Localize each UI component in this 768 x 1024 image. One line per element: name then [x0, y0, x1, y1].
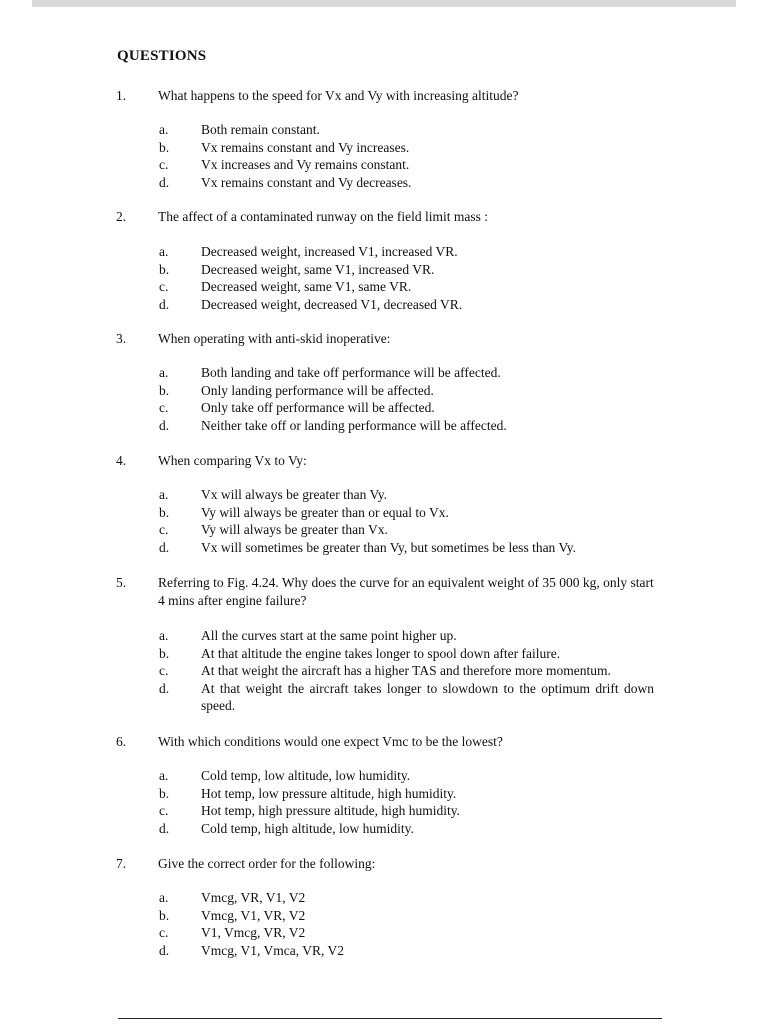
question-text: When comparing Vx to Vy: — [158, 453, 307, 468]
question-text: With which conditions would one expect Vmc to be the lowest? — [158, 734, 503, 749]
options-2 — [0, 243, 768, 313]
option-text: Decreased weight, same V1, increased VR. — [201, 261, 435, 277]
option-a — [0, 364, 768, 382]
option-a — [0, 767, 768, 785]
footer-rule — [118, 1018, 662, 1019]
option-text: Both landing and take off performance will be affected. — [201, 365, 501, 380]
option-text: Vy will always be greater than Vx. — [201, 522, 388, 537]
option-text: Vx will sometimes be greater than Vy, but sometimes be less than Vy. — [201, 539, 576, 555]
option-letter: c. — [159, 522, 169, 537]
option-letter: a. — [159, 628, 169, 643]
options-6 — [0, 767, 768, 837]
option-d — [0, 820, 768, 838]
option-text: Decreased weight, increased V1, increased VR. — [201, 244, 458, 259]
options-7 — [0, 889, 768, 959]
option-text: At that weight the aircraft takes longer to slowdown to the optimum drift down speed. — [201, 680, 654, 713]
option-text: Only landing performance will be affected. — [201, 382, 434, 398]
option-letter: b. — [159, 785, 170, 801]
option-c — [0, 278, 768, 296]
question-number: 7. — [116, 856, 127, 871]
options-1 — [0, 121, 768, 191]
option-text: Hot temp, high pressure altitude, high humidity. — [201, 803, 460, 818]
option-letter: c. — [159, 925, 169, 940]
option-letter: a. — [159, 890, 169, 905]
option-d — [0, 942, 768, 960]
option-b — [0, 382, 768, 400]
option-letter: b. — [159, 261, 170, 277]
option-d — [0, 296, 768, 314]
question-number: 3. — [116, 331, 127, 346]
option-letter: b. — [159, 139, 170, 155]
top-edge-bar — [32, 0, 736, 7]
option-letter: a. — [159, 768, 169, 783]
option-b — [0, 785, 768, 803]
option-a — [0, 627, 768, 645]
option-d — [0, 417, 768, 435]
option-text: All the curves start at the same point higher up. — [201, 628, 457, 643]
option-d — [0, 539, 768, 557]
option-letter: c. — [159, 157, 169, 172]
option-text: Both remain constant. — [201, 122, 320, 137]
option-text: Cold temp, high altitude, low humidity. — [201, 820, 414, 836]
option-text: Vmcg, V1, VR, V2 — [201, 907, 306, 923]
option-letter: a. — [159, 487, 169, 502]
option-text: Vx remains constant and Vy decreases. — [201, 174, 412, 190]
option-letter: d. — [159, 174, 170, 190]
option-a — [0, 486, 768, 504]
option-text: V1, Vmcg, VR, V2 — [201, 925, 306, 940]
option-letter: c. — [159, 663, 169, 678]
option-a — [0, 889, 768, 907]
option-c — [0, 924, 768, 942]
question-text: Referring to Fig. 4.24. Why does the curve for an equivalent weight of 35 000 kg, only start 4 mins after engine failure? — [158, 575, 654, 608]
options-4 — [0, 486, 768, 556]
option-c — [0, 802, 768, 820]
option-b — [0, 139, 768, 157]
option-text: At that altitude the engine takes longer to spool down after failure. — [201, 645, 561, 661]
option-text: Vmcg, VR, V1, V2 — [201, 890, 306, 905]
question-text: Give the correct order for the following: — [158, 856, 376, 871]
option-letter: c. — [159, 279, 169, 294]
option-text: At that weight the aircraft has a higher TAS and therefore more momentum. — [201, 663, 611, 678]
option-text: Cold temp, low altitude, low humidity. — [201, 768, 411, 783]
option-text: Vx increases and Vy remains constant. — [201, 157, 410, 172]
question-number: 4. — [116, 453, 127, 468]
option-letter: d. — [159, 820, 170, 836]
option-letter: b. — [159, 645, 170, 661]
option-letter: c. — [159, 400, 169, 415]
question-text: The affect of a contaminated runway on the field limit mass : — [158, 209, 489, 224]
options-5 — [0, 627, 768, 715]
question-number: 2. — [116, 209, 127, 224]
option-letter: d. — [159, 417, 170, 433]
option-letter: a. — [159, 365, 169, 380]
option-text: Decreased weight, decreased V1, decreased VR. — [201, 296, 463, 312]
option-b — [0, 645, 768, 663]
question-text: When operating with anti-skid inoperative: — [158, 331, 391, 346]
option-c — [0, 662, 768, 680]
option-a — [0, 243, 768, 261]
option-b — [0, 907, 768, 925]
option-text: Vmcg, V1, Vmca, VR, V2 — [201, 942, 345, 958]
option-b — [0, 504, 768, 522]
option-letter: b. — [159, 504, 170, 520]
option-letter: d. — [159, 942, 170, 958]
options-3 — [0, 364, 768, 434]
option-text: Decreased weight, same V1, same VR. — [201, 279, 412, 294]
option-c — [0, 156, 768, 174]
option-c — [0, 399, 768, 417]
option-a — [0, 121, 768, 139]
question-number: 5. — [116, 575, 127, 590]
option-b — [0, 261, 768, 279]
option-letter: c. — [159, 803, 169, 818]
option-letter: d. — [159, 296, 170, 312]
page-heading: QUESTIONS — [117, 48, 207, 64]
question-number: 6. — [116, 734, 127, 749]
option-text: Vx will always be greater than Vy. — [201, 487, 387, 502]
option-text: Vy will always be greater than or equal to Vx. — [201, 504, 449, 520]
question-text: What happens to the speed for Vx and Vy with increasing altitude? — [158, 88, 519, 103]
option-letter: b. — [159, 907, 170, 923]
option-text: Neither take off or landing performance will be affected. — [201, 417, 507, 433]
option-text: Only take off performance will be affected. — [201, 400, 435, 415]
option-d — [0, 680, 768, 715]
option-c — [0, 521, 768, 539]
option-letter: d. — [159, 539, 170, 555]
option-letter: a. — [159, 244, 169, 259]
option-letter: d. — [159, 680, 170, 696]
question-number: 1. — [116, 88, 127, 103]
option-d — [0, 174, 768, 192]
option-text: Hot temp, low pressure altitude, high humidity. — [201, 785, 457, 801]
option-letter: a. — [159, 122, 169, 137]
option-text: Vx remains constant and Vy increases. — [201, 139, 410, 155]
option-letter: b. — [159, 382, 170, 398]
